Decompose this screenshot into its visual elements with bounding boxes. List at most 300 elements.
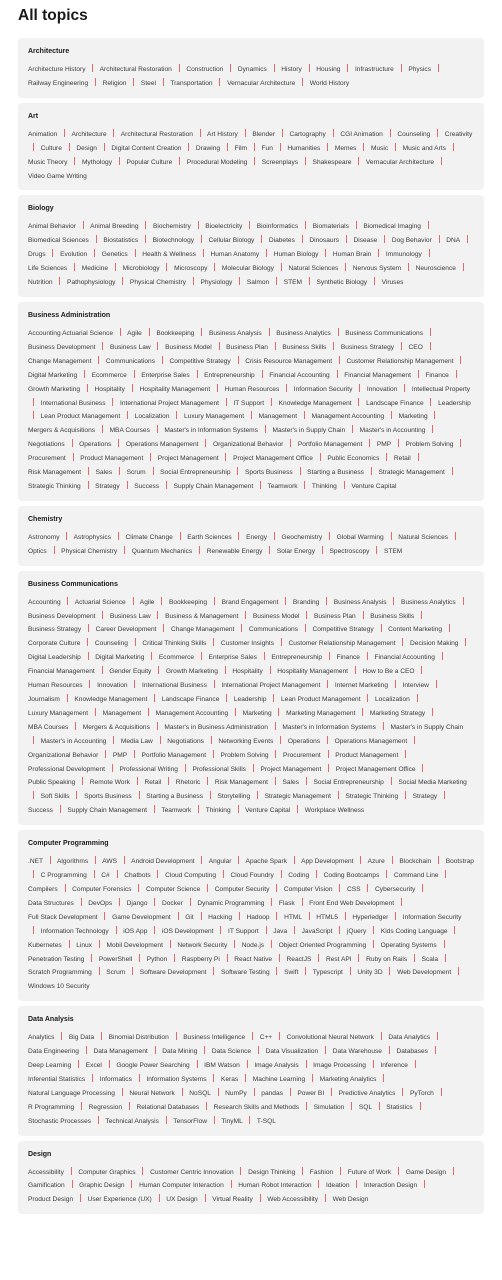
topic-link[interactable]: PMP <box>376 441 391 449</box>
topic-link[interactable]: Landscape Finance <box>366 399 424 407</box>
topic-link[interactable]: Project Management Office <box>233 455 313 463</box>
topic-link[interactable]: Design <box>76 144 97 152</box>
topic-link[interactable]: .NET <box>28 858 43 866</box>
topic-link[interactable]: Geochemistry <box>281 533 323 541</box>
topic-link[interactable]: Nutrition <box>28 279 53 287</box>
topic-link[interactable]: Business Plan <box>226 343 268 351</box>
topic-link[interactable]: Databases <box>396 1048 428 1056</box>
topic-link[interactable]: Entrepreneurship <box>271 654 323 662</box>
topic-link[interactable]: Competitive Strategy <box>312 626 374 634</box>
topic-link[interactable]: Localization <box>134 413 170 421</box>
topic-link[interactable]: Business Intelligence <box>183 1034 246 1042</box>
topic-link[interactable]: Social Entrepreneurship <box>313 779 384 787</box>
topic-link[interactable]: Data Engineering <box>28 1048 79 1056</box>
topic-link[interactable]: NoSQL <box>189 1089 211 1097</box>
topic-link[interactable]: DNA <box>446 237 460 245</box>
topic-link[interactable]: Mergers & Acquisitions <box>82 723 150 731</box>
topic-link[interactable]: IBM Watson <box>204 1062 240 1070</box>
topic-link[interactable]: Screenplays <box>261 158 299 166</box>
topic-link[interactable]: Bookkeeping <box>168 598 208 606</box>
topic-link[interactable]: Accounting Actuarial Science <box>28 329 114 337</box>
topic-link[interactable]: Agile <box>127 329 142 337</box>
topic-link[interactable]: Mobil Development <box>106 941 163 949</box>
topic-link[interactable]: Coding <box>288 872 310 880</box>
topic-link[interactable]: ReactJS <box>286 955 312 963</box>
topic-link[interactable]: Art History <box>207 130 238 138</box>
topic-link[interactable]: Business Skills <box>370 612 415 620</box>
topic-link[interactable]: Human Computer Interaction <box>139 1182 224 1190</box>
topic-link[interactable]: Dinosaurs <box>309 237 340 245</box>
topic-link[interactable]: Knowledge Management <box>74 696 148 703</box>
topic-link[interactable]: Accounting <box>28 598 61 606</box>
topic-link[interactable]: Business Model <box>165 343 212 351</box>
topic-link[interactable]: Agile <box>139 598 155 606</box>
topic-link[interactable]: DevOps <box>88 899 113 907</box>
topic-link[interactable]: C++ <box>259 1034 273 1042</box>
topic-link[interactable]: AWS <box>102 858 118 866</box>
topic-link[interactable]: Object Oriented Programming <box>278 941 367 949</box>
topic-link[interactable]: Marketing Management <box>286 709 356 717</box>
topic-link[interactable]: Nervous System <box>352 265 402 273</box>
topic-link[interactable]: Research Skills and Methods <box>213 1103 300 1111</box>
topic-link[interactable]: Drugs <box>28 251 46 259</box>
topic-link[interactable]: Synthetic Biology <box>316 279 368 287</box>
topic-link[interactable]: Front End Web Development <box>309 899 395 907</box>
topic-link[interactable]: Biotechnology <box>152 237 195 245</box>
topic-link[interactable]: Master's in Accounting <box>40 737 107 745</box>
topic-link[interactable]: Public Economics <box>327 455 380 463</box>
topic-link[interactable]: IT Support <box>233 399 265 407</box>
topic-link[interactable]: pandas <box>261 1089 283 1097</box>
topic-link[interactable]: Communications <box>105 357 156 365</box>
topic-link[interactable]: Retail <box>144 779 162 787</box>
topic-link[interactable]: Compilers <box>28 885 58 893</box>
topic-link[interactable]: Biochemistry <box>153 223 191 231</box>
topic-link[interactable]: Keras <box>220 1075 239 1083</box>
topic-link[interactable]: Biomaterials <box>312 223 349 231</box>
topic-link[interactable]: Creativity <box>444 130 473 138</box>
topic-link[interactable]: Scrum <box>126 469 146 477</box>
topic-link[interactable]: Risk Management <box>28 469 82 477</box>
topic-link[interactable]: Growth Marketing <box>28 385 81 393</box>
topic-link[interactable]: Hospitality <box>232 668 263 676</box>
topic-link[interactable]: Energy <box>246 533 268 541</box>
topic-link[interactable]: Astrophysics <box>73 533 112 541</box>
topic-link[interactable]: Management <box>102 709 142 717</box>
topic-link[interactable]: STEM <box>283 279 303 287</box>
topic-link[interactable]: Virtual Reality <box>212 1196 253 1204</box>
topic-link[interactable]: Data Mining <box>162 1048 198 1056</box>
topic-link[interactable]: Django <box>126 899 148 907</box>
topic-link[interactable]: iOS Development <box>161 927 214 935</box>
topic-link[interactable]: Strategy <box>412 793 438 801</box>
topic-link[interactable]: Innovation <box>366 385 398 393</box>
topic-link[interactable]: Architectural Restoration <box>99 66 172 73</box>
topic-link[interactable]: Web Development <box>397 969 452 977</box>
topic-link[interactable]: Data Management <box>93 1048 148 1056</box>
topic-link[interactable]: Knowledge Management <box>278 399 352 407</box>
topic-link[interactable]: Google Power Searching <box>116 1062 190 1070</box>
topic-link[interactable]: Information Security <box>293 385 353 393</box>
topic-link[interactable]: Procurement <box>283 751 321 759</box>
topic-link[interactable]: Marketing <box>242 709 272 717</box>
topic-link[interactable]: Solar Energy <box>276 547 316 555</box>
topic-link[interactable]: Spectroscopy <box>329 547 370 555</box>
topic-link[interactable]: Earth Sciences <box>187 533 232 541</box>
topic-link[interactable]: Android Development <box>131 858 195 866</box>
topic-link[interactable]: Animation <box>28 130 58 138</box>
topic-link[interactable]: Power BI <box>297 1089 325 1097</box>
topic-link[interactable]: Quantum Mechanics <box>131 547 193 555</box>
topic-link[interactable]: Docker <box>162 899 183 907</box>
topic-link[interactable]: Inferential Statistics <box>28 1075 86 1083</box>
topic-link[interactable]: Gender Equity <box>109 668 152 676</box>
topic-link[interactable]: World History <box>309 79 350 87</box>
topic-link[interactable]: Localization <box>375 696 410 703</box>
topic-link[interactable]: Animal Behavior <box>28 223 77 231</box>
topic-link[interactable]: Medicine <box>81 265 109 273</box>
topic-link[interactable]: App Development <box>301 858 354 866</box>
topic-link[interactable]: Optics <box>28 547 47 555</box>
topic-link[interactable]: Customer Relationship Management <box>346 357 454 365</box>
topic-link[interactable]: Data Analytics <box>388 1034 431 1042</box>
topic-link[interactable]: Renewable Energy <box>206 547 263 555</box>
topic-link[interactable]: International Business <box>142 682 207 690</box>
topic-link[interactable]: Interview <box>402 682 429 690</box>
topic-link[interactable]: SQL <box>358 1103 372 1111</box>
topic-link[interactable]: Windows 10 Security <box>28 983 90 991</box>
topic-link[interactable]: Master's in Information Systems <box>282 723 376 731</box>
topic-link[interactable]: Portfolio Management <box>141 751 207 759</box>
topic-link[interactable]: Success <box>134 482 160 490</box>
topic-link[interactable]: Computer Vision <box>283 885 333 893</box>
topic-link[interactable]: TinyML <box>221 1117 243 1125</box>
topic-link[interactable]: Business Law <box>109 612 151 620</box>
topic-link[interactable]: Growth Marketing <box>165 668 218 676</box>
topic-link[interactable]: Scala <box>421 955 439 963</box>
topic-link[interactable]: Counseling <box>397 130 431 138</box>
topic-link[interactable]: Journalism <box>28 696 60 703</box>
topic-link[interactable]: Swift <box>284 969 299 977</box>
topic-link[interactable]: Data Structures <box>28 899 74 907</box>
topic-link[interactable]: Starting a Business <box>146 793 204 801</box>
topic-link[interactable]: Graphic Design <box>79 1182 125 1190</box>
topic-link[interactable]: Leadership <box>438 399 471 407</box>
topic-link[interactable]: Supply Chain Management <box>67 807 147 815</box>
topic-link[interactable]: Analytics <box>28 1034 55 1042</box>
topic-link[interactable]: NumPy <box>225 1089 247 1097</box>
topic-link[interactable]: Design Thinking <box>248 1168 296 1176</box>
topic-link[interactable]: Business Development <box>28 612 96 620</box>
topic-link[interactable]: Digital Leadership <box>28 654 81 662</box>
topic-link[interactable]: Coding Bootcamps <box>323 872 380 880</box>
topic-link[interactable]: Product Management <box>335 751 399 759</box>
topic-link[interactable]: Communications <box>248 626 298 634</box>
topic-link[interactable]: PyTorch <box>409 1089 434 1097</box>
topic-link[interactable]: Computer Science <box>146 885 201 893</box>
topic-link[interactable]: Business Strategy <box>28 626 82 634</box>
topic-link[interactable]: Cartography <box>289 130 326 138</box>
topic-link[interactable]: Leadership <box>233 696 267 703</box>
topic-link[interactable]: Natural Sciences <box>398 533 449 541</box>
topic-link[interactable]: Project Management Office <box>335 765 416 773</box>
topic-link[interactable]: Thinking <box>205 807 231 815</box>
topic-link[interactable]: Computer Forensics <box>72 885 132 893</box>
topic-link[interactable]: Information Security <box>402 913 462 921</box>
topic-link[interactable]: Immunology <box>385 251 422 259</box>
topic-link[interactable]: Apache Spark <box>245 858 287 866</box>
topic-link[interactable]: Blockchain <box>399 858 432 866</box>
topic-link[interactable]: Fun <box>261 144 273 152</box>
topic-link[interactable]: Kubernetes <box>28 941 62 949</box>
topic-link[interactable]: T-SQL <box>256 1117 276 1125</box>
topic-link[interactable]: Software Testing <box>221 969 270 977</box>
topic-link[interactable]: Chatbots <box>124 872 151 880</box>
topic-link[interactable]: Health & Wellness <box>142 251 196 259</box>
topic-link[interactable]: Retail <box>393 455 411 463</box>
topic-link[interactable]: Marketing <box>398 413 428 421</box>
topic-link[interactable]: International Business <box>40 399 106 407</box>
topic-link[interactable]: STEM <box>383 547 403 555</box>
topic-link[interactable]: Disease <box>353 237 378 245</box>
topic-link[interactable]: Hospitality <box>94 385 125 393</box>
topic-link[interactable]: CEO <box>408 343 423 351</box>
topic-link[interactable]: Procurement <box>28 455 66 463</box>
topic-link[interactable]: Blender <box>252 130 276 138</box>
topic-link[interactable]: Command Line <box>393 872 439 880</box>
topic-link[interactable]: Unity 3D <box>357 969 383 977</box>
topic-link[interactable]: Dynamics <box>237 66 267 73</box>
topic-link[interactable]: React Native <box>234 955 273 963</box>
topic-link[interactable]: Cloud Computing <box>165 872 217 880</box>
topic-link[interactable]: Rest API <box>325 955 352 963</box>
topic-link[interactable]: Sports Business <box>245 469 293 477</box>
topic-link[interactable]: Master's in Accounting <box>359 427 426 435</box>
topic-link[interactable]: Game Development <box>112 913 171 921</box>
topic-link[interactable]: Data Science <box>211 1048 252 1056</box>
topic-link[interactable]: Human Biology <box>273 251 319 259</box>
topic-link[interactable]: Career Development <box>95 626 157 634</box>
topic-link[interactable]: Architectural Restoration <box>120 130 193 138</box>
topic-link[interactable]: HTML <box>284 913 302 921</box>
topic-link[interactable]: Operations <box>79 441 112 449</box>
topic-link[interactable]: Product Management <box>80 455 144 463</box>
topic-link[interactable]: Java <box>273 927 288 935</box>
topic-link[interactable]: Hadoop <box>246 913 270 921</box>
topic-link[interactable]: Web Design <box>332 1196 369 1204</box>
topic-link[interactable]: Steel <box>140 79 156 87</box>
topic-link[interactable]: Information Technology <box>40 927 109 935</box>
topic-link[interactable]: Lean Product Management <box>40 413 121 421</box>
topic-link[interactable]: Success <box>28 807 53 815</box>
topic-link[interactable]: Master's in Supply Chain <box>390 723 464 731</box>
topic-link[interactable]: Architecture <box>71 130 107 138</box>
topic-link[interactable]: Penetration Testing <box>28 955 85 963</box>
topic-link[interactable]: Cellular Biology <box>208 237 255 245</box>
topic-link[interactable]: Music Theory <box>28 158 68 166</box>
topic-link[interactable]: Negotiations <box>167 737 204 745</box>
topic-link[interactable]: Risk Management <box>214 779 268 787</box>
topic-link[interactable]: Organizational Behavior <box>212 441 284 449</box>
topic-link[interactable]: Technical Analysis <box>105 1117 159 1125</box>
topic-link[interactable]: Digital Marketing <box>95 654 145 662</box>
topic-link[interactable]: Thinking <box>311 482 337 490</box>
topic-link[interactable]: Master's in Information Systems <box>164 427 258 435</box>
topic-link[interactable]: Memes <box>334 144 357 152</box>
topic-link[interactable]: Network Security <box>177 941 228 949</box>
topic-link[interactable]: Corporate Culture <box>28 640 81 648</box>
topic-link[interactable]: Brand Engagement <box>221 598 279 606</box>
topic-link[interactable]: Evolution <box>60 251 88 259</box>
topic-link[interactable]: Teamwork <box>267 482 298 490</box>
topic-link[interactable]: Hospitality Management <box>139 385 211 393</box>
topic-link[interactable]: Organizational Behavior <box>28 751 99 759</box>
topic-link[interactable]: Change Management <box>28 357 92 365</box>
topic-link[interactable]: Data Warehouse <box>332 1048 382 1056</box>
topic-link[interactable]: Content Marketing <box>388 626 443 634</box>
topic-link[interactable]: Big Data <box>68 1034 95 1042</box>
topic-link[interactable]: iOS App <box>123 927 148 935</box>
topic-link[interactable]: Stochastic Processes <box>28 1117 92 1125</box>
topic-link[interactable]: Management <box>258 413 298 421</box>
topic-link[interactable]: Business Analytics <box>401 598 456 606</box>
topic-link[interactable]: HTML5 <box>316 913 338 921</box>
topic-link[interactable]: Human Robot Interaction <box>238 1182 312 1190</box>
topic-link[interactable]: Video Game Writing <box>28 172 87 180</box>
topic-link[interactable]: Professional Development <box>28 765 105 773</box>
topic-link[interactable]: Luxury Management <box>183 413 245 421</box>
topic-link[interactable]: TensorFlow <box>173 1117 207 1125</box>
topic-link[interactable]: Problem Solving <box>220 751 269 759</box>
topic-link[interactable]: Innovation <box>97 682 128 690</box>
topic-link[interactable]: Operations Management <box>334 737 408 745</box>
topic-link[interactable]: Soft Skills <box>40 793 70 801</box>
topic-link[interactable]: Customer Insights <box>220 640 275 648</box>
topic-link[interactable]: Image Analysis <box>254 1062 299 1070</box>
topic-link[interactable]: Project Management <box>157 455 219 463</box>
topic-link[interactable]: Physical Chemistry <box>129 279 186 287</box>
topic-link[interactable]: Physiology <box>200 279 233 287</box>
topic-link[interactable]: Flask <box>278 899 295 907</box>
topic-link[interactable]: Sales <box>282 779 299 787</box>
topic-link[interactable]: jQuery <box>346 927 367 935</box>
topic-link[interactable]: Housing <box>316 66 341 73</box>
topic-link[interactable]: Product Design <box>28 1196 74 1204</box>
topic-link[interactable]: Intellectual Property <box>411 385 471 393</box>
topic-link[interactable]: Mergers & Acquisitions <box>28 427 96 435</box>
topic-link[interactable]: Hyperledger <box>352 913 389 921</box>
topic-link[interactable]: Shakespeare <box>312 158 352 166</box>
topic-link[interactable]: Financial Accounting <box>269 371 330 379</box>
topic-link[interactable]: Luxury Management <box>28 709 89 717</box>
topic-link[interactable]: Fashion <box>309 1168 334 1176</box>
topic-link[interactable]: Molecular Biology <box>221 265 274 273</box>
topic-link[interactable]: Business & Management <box>165 612 239 620</box>
topic-link[interactable]: Marketing Strategy <box>369 709 426 717</box>
topic-link[interactable]: Accessibility <box>28 1168 64 1176</box>
topic-link[interactable]: Architecture History <box>28 66 86 73</box>
topic-link[interactable]: Starting a Business <box>307 469 364 477</box>
topic-link[interactable]: Landscape Finance <box>161 696 220 703</box>
topic-link[interactable]: Public Speaking <box>28 779 76 787</box>
topic-link[interactable]: Hacking <box>208 913 232 921</box>
topic-link[interactable]: Salmon <box>246 279 270 287</box>
topic-link[interactable]: Regression <box>88 1103 123 1111</box>
topic-link[interactable]: Venture Capital <box>351 482 397 490</box>
topic-link[interactable]: Statistics <box>386 1103 413 1111</box>
topic-link[interactable]: Actuarial Science <box>74 598 126 606</box>
topic-link[interactable]: Life Sciences <box>28 265 68 273</box>
topic-link[interactable]: Business Analytics <box>276 329 331 337</box>
topic-link[interactable]: Natural Language Processing <box>28 1089 115 1097</box>
topic-link[interactable]: Social Media Marketing <box>398 779 467 787</box>
topic-link[interactable]: MBA Courses <box>28 723 69 731</box>
topic-link[interactable]: Cybersecurity <box>375 885 416 893</box>
topic-link[interactable]: Financial Management <box>344 371 411 379</box>
topic-link[interactable]: Construction <box>186 66 224 73</box>
topic-link[interactable]: Culture <box>40 144 62 152</box>
topic-link[interactable]: Master's in Supply Chain <box>272 427 346 435</box>
topic-link[interactable]: Raspberry Pi <box>181 955 220 963</box>
topic-link[interactable]: R Programming <box>28 1103 75 1111</box>
topic-link[interactable]: Binomial Distribution <box>108 1034 169 1042</box>
topic-link[interactable]: Predictive Analytics <box>338 1089 396 1097</box>
topic-link[interactable]: Gamification <box>28 1182 65 1190</box>
topic-link[interactable]: Popular Culture <box>126 158 173 166</box>
topic-link[interactable]: Professional Writing <box>119 765 178 773</box>
topic-link[interactable]: Master's in Business Administration <box>164 723 268 731</box>
topic-link[interactable]: Human Resources <box>28 682 83 690</box>
topic-link[interactable]: Ideation <box>326 1182 350 1190</box>
topic-link[interactable]: Git <box>185 913 194 921</box>
topic-link[interactable]: Neural Network <box>129 1089 175 1097</box>
topic-link[interactable]: Dog Behavior <box>391 237 432 245</box>
topic-link[interactable]: Interaction Design <box>363 1182 418 1190</box>
topic-link[interactable]: Internet Marketing <box>334 682 388 690</box>
topic-link[interactable]: Crisis Resource Management <box>245 357 333 365</box>
topic-link[interactable]: Branding <box>292 598 320 606</box>
topic-link[interactable]: Human Anatomy <box>210 251 260 259</box>
topic-link[interactable]: Strategy <box>95 482 120 490</box>
topic-link[interactable]: Kids Coding Language <box>380 927 448 935</box>
topic-link[interactable]: Change Management <box>170 626 235 634</box>
topic-link[interactable]: Informatics <box>99 1075 132 1083</box>
topic-link[interactable]: Strategic Thinking <box>345 793 399 801</box>
topic-link[interactable]: User Experience (UX) <box>87 1196 152 1204</box>
topic-link[interactable]: Global Warming <box>336 533 384 541</box>
topic-link[interactable]: CGI Animation <box>340 130 383 138</box>
topic-link[interactable]: Image Processing <box>313 1062 366 1070</box>
topic-link[interactable]: Vernacular Architecture <box>365 158 435 166</box>
topic-link[interactable]: Media Law <box>120 737 153 745</box>
topic-link[interactable]: Computer Graphics <box>78 1168 136 1176</box>
topic-link[interactable]: Software Development <box>139 969 207 977</box>
topic-link[interactable]: Lean Product Management <box>280 696 361 703</box>
topic-link[interactable]: Inference <box>380 1062 408 1070</box>
topic-link[interactable]: Business Model <box>252 612 300 620</box>
topic-link[interactable]: Future of Work <box>347 1168 392 1176</box>
topic-link[interactable]: Scrum <box>106 969 126 977</box>
topic-link[interactable]: Finance <box>425 371 449 379</box>
topic-link[interactable]: Human Brain <box>332 251 372 259</box>
topic-link[interactable]: Pathophysiology <box>67 279 116 287</box>
topic-link[interactable]: Music <box>370 144 389 152</box>
topic-link[interactable]: Human Resources <box>224 385 280 393</box>
topic-link[interactable]: Entrepreneurship <box>204 371 255 379</box>
topic-link[interactable]: Procedural Modeling <box>186 158 248 166</box>
topic-link[interactable]: Problem Solving <box>405 441 454 449</box>
topic-link[interactable]: Digital Marketing <box>28 371 78 379</box>
